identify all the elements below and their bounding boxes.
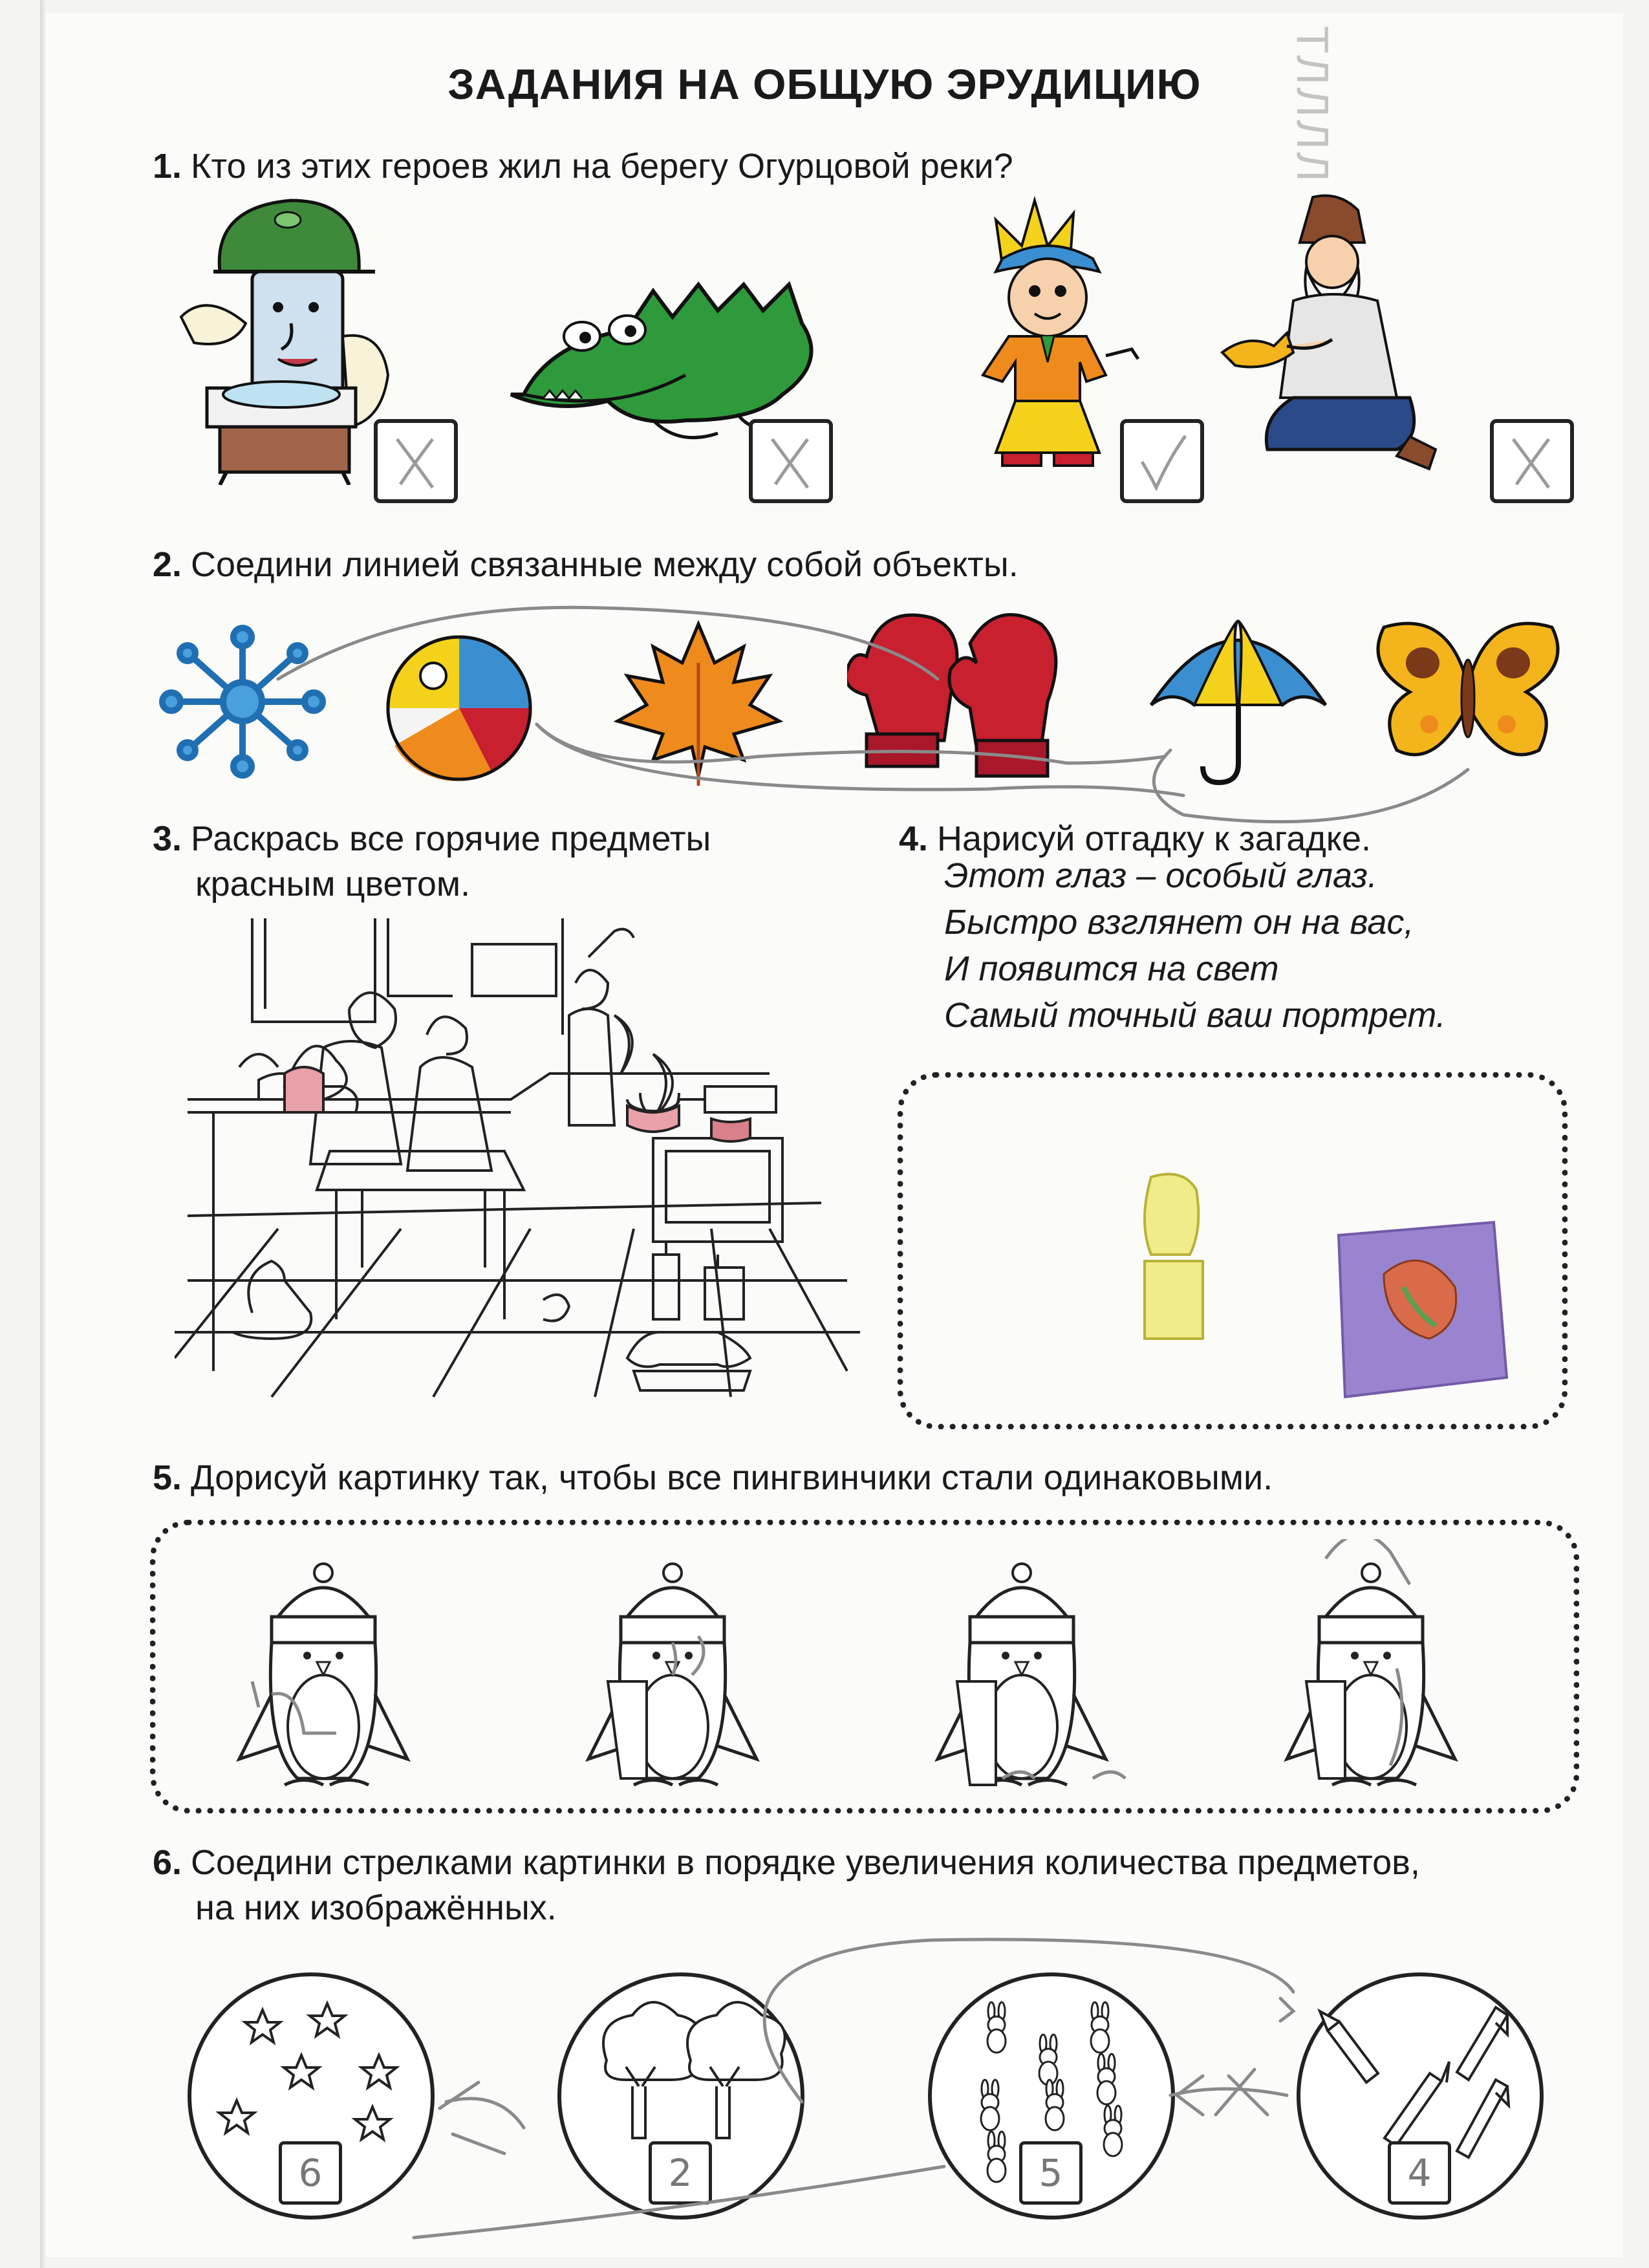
- riddle-line-1: Этот глаз – особый глаз.: [944, 856, 1377, 895]
- riddle-line-3: И появится на свет: [944, 949, 1279, 988]
- bunnies-circle[interactable]: [928, 1972, 1175, 2219]
- stars-circle[interactable]: [188, 1972, 435, 2219]
- boy-character-image: [964, 194, 1145, 479]
- number-box-1[interactable]: 6: [279, 2141, 342, 2205]
- old-man-with-fish-image: [1216, 191, 1449, 488]
- penguins-row: [233, 1539, 1500, 1791]
- task-text: Соедини линией связанные между собой объекты.: [191, 545, 1018, 584]
- butterfly-image: [1371, 614, 1565, 776]
- pencils-circle[interactable]: [1297, 1972, 1544, 2219]
- number-box-3[interactable]: 5: [1019, 2141, 1083, 2205]
- task-text-line-2: красным цветом.: [195, 865, 470, 903]
- task-text-line-2: на них изображённых.: [195, 1888, 557, 1927]
- answer-checkbox-1[interactable]: [374, 419, 458, 503]
- task-text-line-1: Соедини стрелками картинки в порядке увеличения количества предметов,: [191, 1843, 1420, 1882]
- task-number: 5.: [153, 1458, 182, 1497]
- task-5-prompt: [153, 1455, 1273, 1500]
- riddle-line-2: Быстро взглянет он на вас,: [944, 903, 1414, 942]
- snowflake-image: [155, 621, 330, 783]
- number-box-4[interactable]: 4: [1388, 2141, 1451, 2205]
- task-number: 2.: [153, 545, 182, 584]
- riddle-line-4: Самый точный ваш портрет.: [944, 996, 1446, 1035]
- page-title: ЗАДАНИЯ НА ОБЩУЮ ЭРУДИЦИЮ: [447, 60, 1202, 108]
- answer-checkbox-2[interactable]: [749, 419, 833, 503]
- task-6-prompt: [153, 1840, 1420, 1930]
- task-1-prompt: [153, 144, 1013, 189]
- task-number: 3.: [153, 819, 182, 858]
- pencil-scribble: ТЛЛЛЛ: [1288, 26, 1338, 184]
- task-number: 4.: [899, 819, 929, 858]
- paper-edge: [40, 0, 45, 2268]
- task-2-prompt: [153, 542, 1018, 587]
- kitchen-coloring-image: [175, 905, 860, 1410]
- washbasin-character-image: [175, 194, 407, 485]
- number-box-2[interactable]: 2: [649, 2141, 712, 2205]
- mittens-image: [847, 605, 1067, 792]
- answer-checkbox-3[interactable]: [1120, 419, 1204, 503]
- child-drawing-camera: [1125, 1164, 1539, 1410]
- trees-circle[interactable]: [557, 1972, 804, 2219]
- task-text: Кто из этих героев жил на берегу Огурцовой реки?: [191, 147, 1013, 186]
- task-text: Нарисуй отгадку к загадке.: [937, 819, 1372, 858]
- task-number: 1.: [153, 147, 182, 186]
- task-text-line-1: Раскрась все горячие предметы: [191, 819, 711, 858]
- task-text: Дорисуй картинку так, чтобы все пингвинчики стали одинаковыми.: [191, 1458, 1273, 1497]
- umbrella-image: [1145, 614, 1332, 789]
- task-3-prompt: [153, 816, 711, 907]
- task-number: 6.: [153, 1843, 182, 1882]
- riddle-text: [944, 852, 1446, 1039]
- maple-leaf-image: [611, 618, 786, 792]
- beach-ball-image: [382, 631, 537, 786]
- answer-checkbox-4[interactable]: [1490, 419, 1574, 503]
